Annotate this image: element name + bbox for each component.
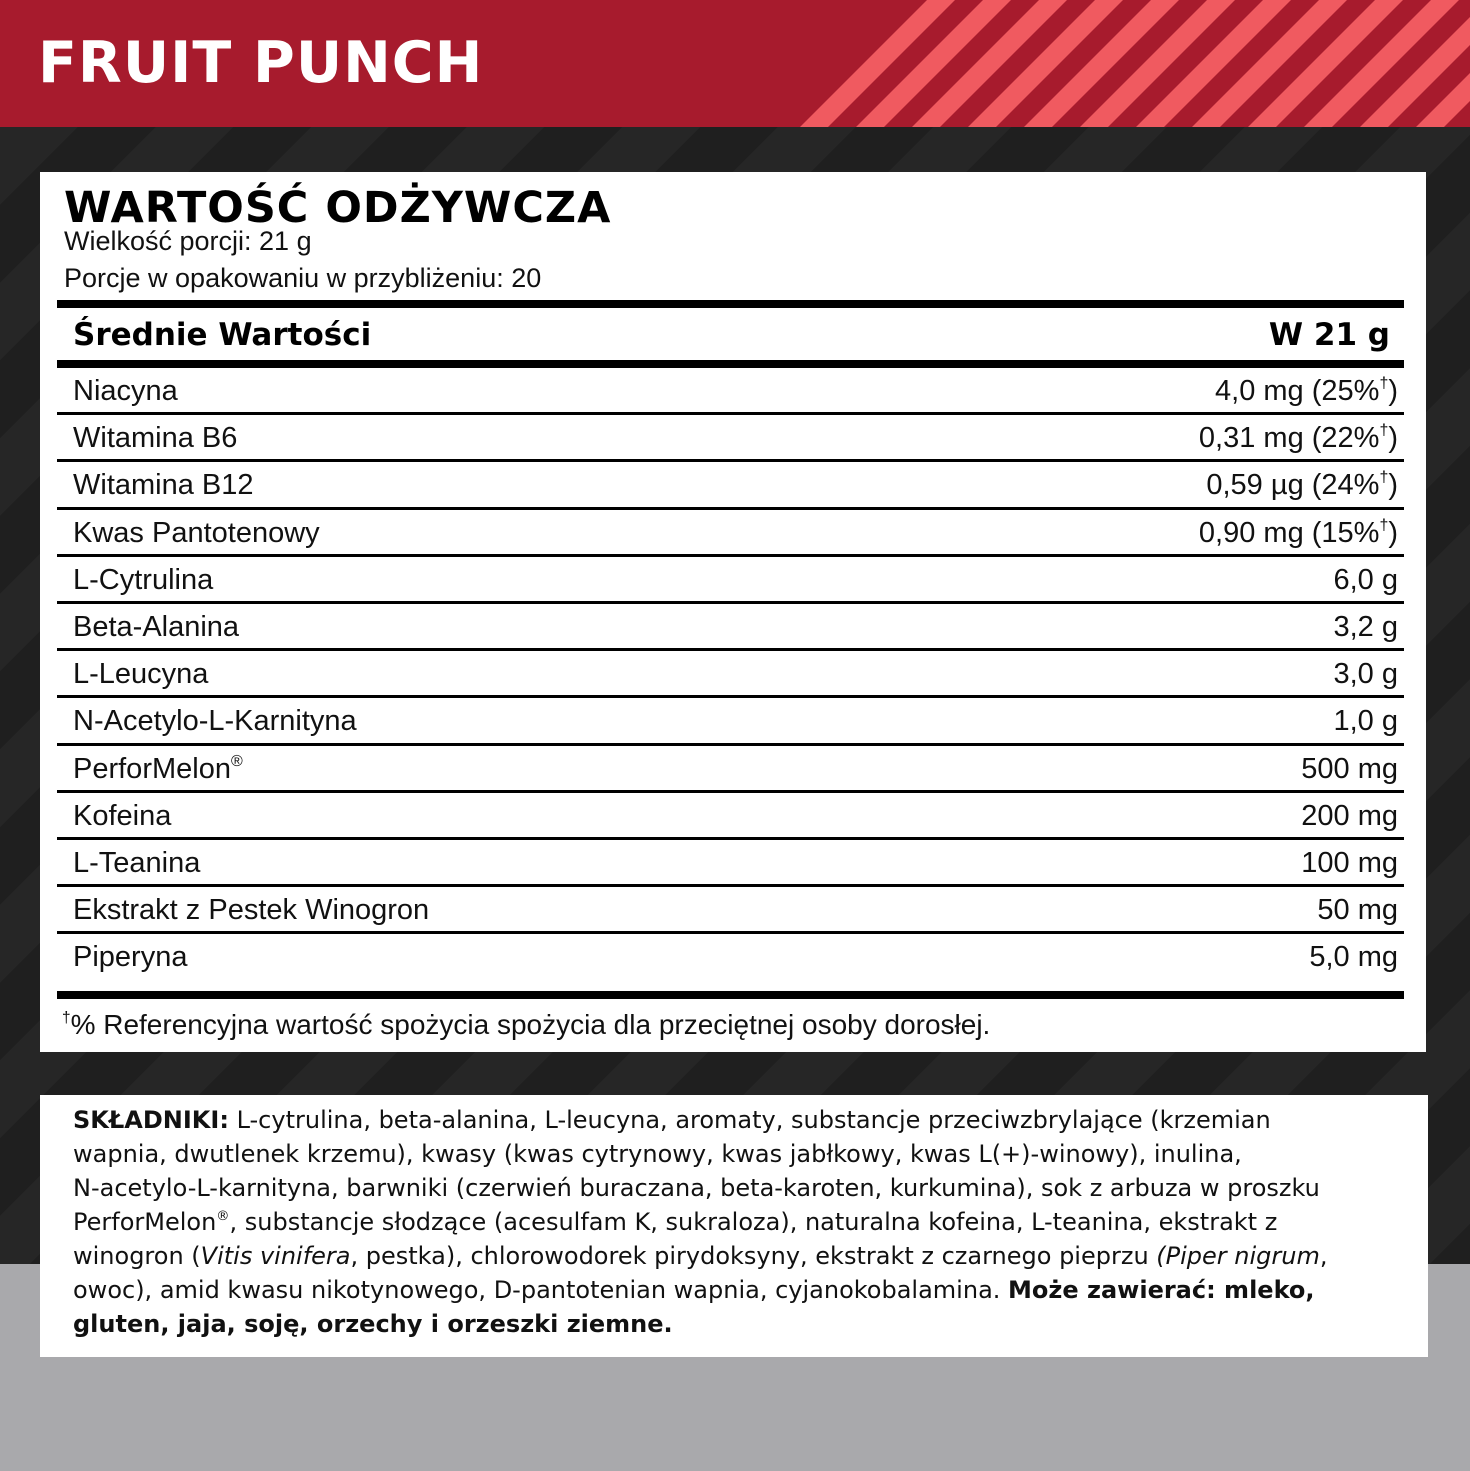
ingredients-line: [73, 1307, 1413, 1341]
ingredients-text: [73, 1103, 1413, 1341]
nutrient-name: Ekstrakt z Pestek Winogron: [73, 894, 430, 927]
nutrient-amount: 3,2 g: [1333, 610, 1398, 643]
header-band: [0, 0, 1470, 127]
reference-footnote: †% Referencyjna wartość spożycia spożycia dla przeciętnej osoby dorosłej.: [62, 1009, 991, 1040]
nutrient-row: [57, 368, 1404, 415]
allergen-warning: Może zawierać: mleko,: [1008, 1276, 1315, 1304]
nutrient-row: [57, 510, 1404, 557]
nutrient-name: Kwas Pantotenowy: [73, 516, 320, 549]
nutrient-name: Witamina B6: [73, 422, 238, 455]
ingredients-panel: [40, 1095, 1428, 1357]
nutrient-amount: 0,59 µg (24%†): [1206, 469, 1398, 502]
nutrient-name: Kofeina: [73, 799, 172, 832]
column-header-name: Średnie Wartości: [73, 317, 372, 353]
nutrient-amount: 0,31 mg (22%†): [1198, 422, 1398, 455]
nutrient-amount: 500 mg: [1301, 752, 1398, 785]
nutrient-name: L-Teanina: [73, 846, 201, 879]
flavor-title: FRUIT PUNCH: [38, 30, 484, 96]
nutrient-name: PerforMelon®: [73, 752, 243, 785]
nutrient-table: [57, 368, 1404, 981]
nutrition-facts-panel: [40, 172, 1426, 1052]
ingredients-line: SKŁADNIKI: L-cytrulina, beta-alanina, L-leucyna, aromaty, substancje przeciwzbrylające (krzemian: [73, 1106, 1271, 1134]
nutrient-name: Niacyna: [73, 375, 178, 407]
ingredients-line: PerforMelon®, substancje słodzące (acesulfam K, sukraloza), naturalna kofeina, L-teanina, ekstrakt z: [73, 1208, 1278, 1236]
nutrient-amount: 3,0 g: [1333, 658, 1398, 691]
nutrient-row: [57, 415, 1404, 462]
nutrient-row: [57, 887, 1404, 934]
nutrient-row: [57, 746, 1404, 793]
nutrient-name: Piperyna: [73, 941, 188, 974]
divider-thick: [57, 360, 1404, 368]
ingredients-line: N-acetylo-L-karnityna, barwniki (czerwień buraczana, beta-karoten, kurkumina), sok z arbuza w proszku: [73, 1174, 1320, 1202]
nutrient-row: [57, 934, 1404, 981]
nutrient-amount: 100 mg: [1301, 846, 1398, 879]
nutrient-amount: 5,0 mg: [1309, 941, 1398, 974]
divider-thick: [57, 991, 1404, 999]
divider-thick: [57, 300, 1404, 308]
nutrient-row: [57, 793, 1404, 840]
ingredients-line: owoc), amid kwasu nikotynowego, D-pantotenian wapnia, cyjanokobalamina. Może zawierać: mleko,: [73, 1276, 1315, 1304]
nutrient-name: Beta-Alanina: [73, 610, 240, 643]
nutrient-name: L-Cytrulina: [73, 563, 214, 596]
nutrient-name: Witamina B12: [73, 469, 254, 502]
ingredients-line: winogron (Vitis vinifera, pestka), chlorowodorek pirydoksyny, ekstrakt z czarnego pieprzu (Piper nigrum,: [73, 1242, 1328, 1270]
nutrient-amount: 200 mg: [1301, 799, 1398, 832]
nutrient-row: [57, 604, 1404, 651]
nutrient-amount: 6,0 g: [1333, 563, 1398, 596]
column-header-amount: W 21 g: [1268, 317, 1390, 353]
servings-per-container: Porcje w opakowaniu w przybliżeniu: 20: [64, 263, 542, 293]
allergen-warning: gluten, jaja, soję, orzechy i orzeszki ziemne.: [73, 1310, 673, 1338]
nutrition-heading: WARTOŚĆ ODŻYWCZA: [64, 183, 612, 233]
nutrient-amount: 1,0 g: [1333, 705, 1398, 738]
nutrient-amount: 50 mg: [1317, 894, 1398, 927]
nutrient-name: L-Leucyna: [73, 658, 209, 691]
nutrient-amount: 4,0 mg (25%†): [1215, 375, 1398, 407]
nutrient-amount: 0,90 mg (15%†): [1198, 516, 1398, 549]
nutrient-name: N-Acetylo-L-Karnityna: [73, 705, 357, 738]
nutrient-row: [57, 651, 1404, 698]
nutrient-row: [57, 840, 1404, 887]
ingredients-line: wapnia, dwutlenek krzemu), kwasy (kwas cytrynowy, kwas jabłkowy, kwas L(+)-winowy), inulina,: [73, 1140, 1242, 1168]
nutrient-row: [57, 698, 1404, 745]
serving-size: Wielkość porcji: 21 g: [64, 226, 312, 256]
nutrient-row: [57, 557, 1404, 604]
nutrient-row: [57, 462, 1404, 509]
ingredients-label: SKŁADNIKI:: [73, 1106, 229, 1134]
